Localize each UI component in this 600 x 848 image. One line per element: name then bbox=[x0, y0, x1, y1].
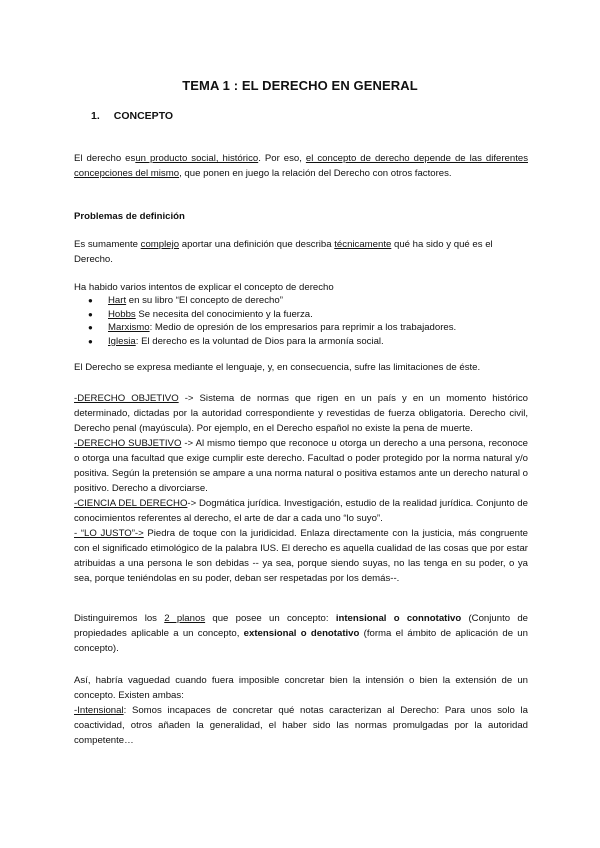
intro-text-3: , que ponen en juego la relación del Derecho con otros factores. bbox=[179, 168, 452, 179]
section-number: 1. bbox=[91, 110, 100, 122]
vaguedad-block bbox=[74, 673, 528, 748]
list-item-text: en su libro “El concepto de derecho” bbox=[126, 295, 283, 306]
list-item-name: Iglesia bbox=[108, 335, 136, 347]
intensional-text: : Somos incapaces de concretar qué notas caracterizan al Derecho: Para unos solo la coactividad, otros añaden la generalidad, el haber sido las normas promulgadas por la autoridad competente… bbox=[74, 705, 528, 746]
complex-text-1: Es sumamente bbox=[74, 239, 141, 250]
definitions-block bbox=[74, 391, 528, 586]
list-item-name: Marxismo bbox=[108, 322, 150, 333]
attempts-list bbox=[88, 294, 528, 348]
list-item-text: : El derecho es la voluntad de Dios para la armonía social. bbox=[135, 335, 384, 347]
subjetivo-paragraph bbox=[74, 436, 528, 496]
intro-text-1: El derecho es bbox=[74, 153, 136, 164]
objetivo-label: -DERECHO OBJETIVO bbox=[74, 393, 179, 404]
subjetivo-text: -> Al mismo tiempo que reconoce u otorga un derecho a una persona, reconoce o otorga una facultad que exige cumplir este derecho. Facultad o poder protegido por la norma natural y/o positiva. Según la pretensión se ampare a una norma natural o positiva estamos ante un derecho natural o positivo. Derecho a divorciarse. bbox=[74, 438, 528, 494]
justo-paragraph bbox=[74, 526, 528, 586]
intro-text-2: . Por eso, bbox=[258, 153, 306, 164]
ciencia-label: -CIENCIA DEL DERECHO bbox=[74, 498, 188, 509]
complex-text-3: qué ha sido y qué es el Derecho. bbox=[74, 239, 493, 265]
section-label: CONCEPTO bbox=[113, 110, 174, 122]
planos-underlined: 2 planos bbox=[164, 613, 206, 624]
attempts-intro: Ha habido varios intentos de explicar el concepto de derecho bbox=[74, 282, 334, 293]
list-item-text: : Medio de opresión de los empresarios para reprimir a los trabajadores. bbox=[149, 322, 457, 333]
complex-underlined-1: complejo bbox=[140, 239, 180, 250]
planos-paragraph bbox=[74, 611, 528, 656]
list-item bbox=[88, 294, 528, 308]
intro-underlined-1: un producto social, histórico bbox=[135, 153, 259, 164]
ciencia-paragraph bbox=[74, 496, 528, 526]
complex-paragraph bbox=[74, 237, 528, 267]
intensional-label: -Intensional bbox=[74, 705, 124, 716]
bullet-icon: ● bbox=[88, 323, 93, 332]
section-heading bbox=[91, 110, 173, 122]
planos-text-4: (forma el ámbito de aplicación de un concepto). bbox=[74, 628, 528, 654]
bullet-icon: ● bbox=[88, 309, 93, 319]
language-paragraph: El Derecho se expresa mediante el lenguaje, y, en consecuencia, sufre las limitaciones de éste. bbox=[74, 362, 481, 373]
complex-text-2: aportar una definición que describa bbox=[179, 239, 335, 250]
subjetivo-label: -DERECHO SUBJETIVO bbox=[74, 438, 182, 449]
planos-bold-1: intensional o connotativo bbox=[335, 613, 462, 624]
intro-underlined-2: el concepto de derecho depende de las diferentes concepciones del mismo bbox=[74, 153, 528, 179]
bullet-icon: ● bbox=[88, 296, 93, 305]
objetivo-paragraph bbox=[74, 391, 528, 436]
problems-heading: Problemas de definición bbox=[74, 211, 185, 222]
planos-text-1: Distinguiremos los bbox=[74, 613, 165, 624]
complex-underlined-2: técnicamente bbox=[334, 239, 392, 250]
planos-text-2: que posee un concepto: bbox=[205, 613, 336, 624]
justo-text: Piedra de toque con la juridicidad. Enlaza directamente con la justicia, más congruente con el significado etimológico de la palabra IUS. El derecho es aquella cualidad de las cosas que por estar atribuidas a una persona le son debidas -- ya sea, porque siendo suyas, no las tenga en su poder, o ya sea, porque teniéndolas en su poder, deban ser respetadas por los demás--. bbox=[74, 528, 528, 584]
vaguedad-paragraph: Así, habría vaguedad cuando fuera imposible concretar bien la intensión o bien la extensión de un concepto. Existen ambas: bbox=[74, 675, 528, 701]
list-item-name: Hart bbox=[108, 295, 127, 306]
objetivo-text: -> Sistema de normas que rigen en un país y en un momento histórico determinado, dictadas por la autoridad correspondiente y revestidas de fuerza obligatoria. Derecho civil, Derecho penal (mayúscula). Por ejemplo, en el Derecho español no existe la pena de muerte. bbox=[74, 393, 528, 434]
planos-text-3: (Conjunto de propiedades aplicable a un concepto, bbox=[74, 613, 529, 639]
list-item bbox=[88, 308, 528, 322]
list-item-text: Se necesita del conocimiento y la fuerza. bbox=[135, 308, 313, 320]
bullet-icon: ● bbox=[88, 336, 93, 346]
list-item bbox=[88, 321, 528, 335]
intensional-paragraph bbox=[74, 703, 528, 748]
document-title: TEMA 1 : EL DERECHO EN GENERAL bbox=[182, 78, 418, 93]
planos-bold-2: extensional o denotativo bbox=[243, 628, 360, 639]
ciencia-text: -> Dogmática jurídica. Investigación, estudio de la realidad jurídica. Conjunto de conocimientos referentes al derecho, el arte de dar a cada uno “lo suyo”. bbox=[74, 498, 528, 524]
intro-paragraph bbox=[74, 151, 528, 181]
list-item bbox=[88, 335, 528, 349]
list-item-name: Hobbs bbox=[108, 308, 136, 320]
justo-label: - “LO JUSTO”-> bbox=[74, 528, 144, 539]
